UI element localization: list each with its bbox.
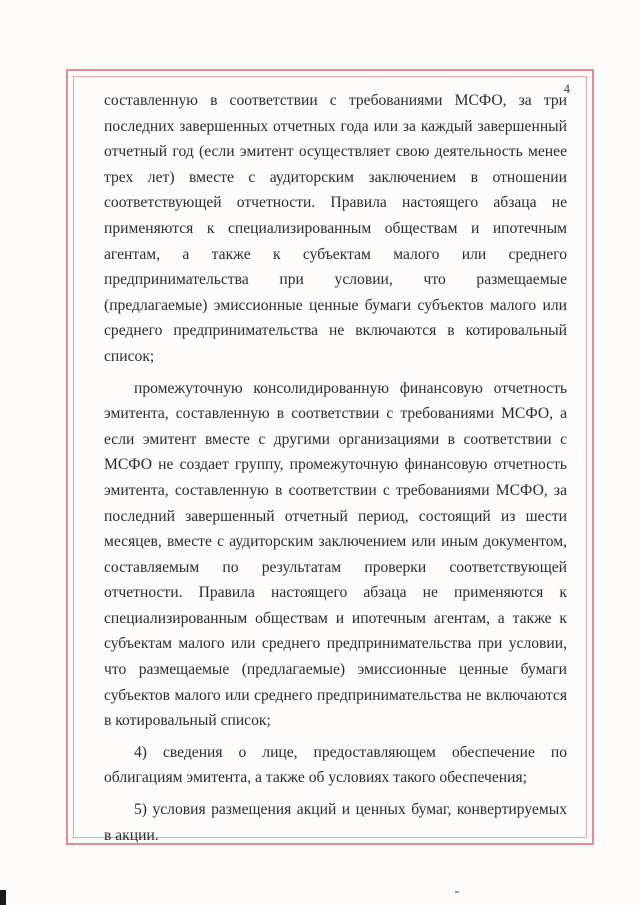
scan-edge-mark	[0, 890, 6, 905]
paragraph-interim-reporting: промежуточную консолидированную финансовую отчетность эмитента, составленную в соответствии с требованиями МСФО, а если эмитент вместе с другими организациями в соответствии с МСФО не создает группу, промежуточную финансовую отчетность эмитента, составленную в соответствии с требованиями МСФО, за последний завершенный отчетный период, состоящий из шести месяцев, вместе с аудиторским заключением или иным документом, составляемым по результатам проверки соответствующей отчетности. Правила настоящего абзаца не применяются к специализированным обществам и ипотечным агентам, а также к субъектам малого или среднего предпринимательства при условии, что размещаемые (предлагаемые) эмиссионные ценные бумаги субъектов малого или среднего предпринимательства не включаются в котировальный список;	[104, 379, 567, 730]
paragraph-continued: составленную в соответствии с требованиями МСФО, за три последних завершенных отчетных года или за каждый завершенный отчетный год (если эмитент осуществляет свою деятельность менее трех лет) вместе с аудиторским заключением в отношении соответствующей отчетности. Правила настоящего абзаца не применяются к специализированным обществам и ипотечным агентам, а также к субъектам малого или среднего предпринимательства при условии, что размещаемые (предлагаемые) эмиссионные ценные бумаги субъектов малого или среднего предпринимательства не включаются в котировальный список;	[104, 92, 567, 365]
document-body	[104, 88, 567, 848]
paragraph-item-5: 5) условия размещения акций и ценных бумаг, конвертируемых в акции.	[104, 801, 567, 844]
page-number: 4	[563, 81, 570, 96]
scan-speck	[455, 891, 459, 893]
paragraph-item-4: 4) сведения о лице, предоставляющем обеспечение по облигациям эмитента, а также об условиях такого обеспечения;	[104, 743, 567, 787]
